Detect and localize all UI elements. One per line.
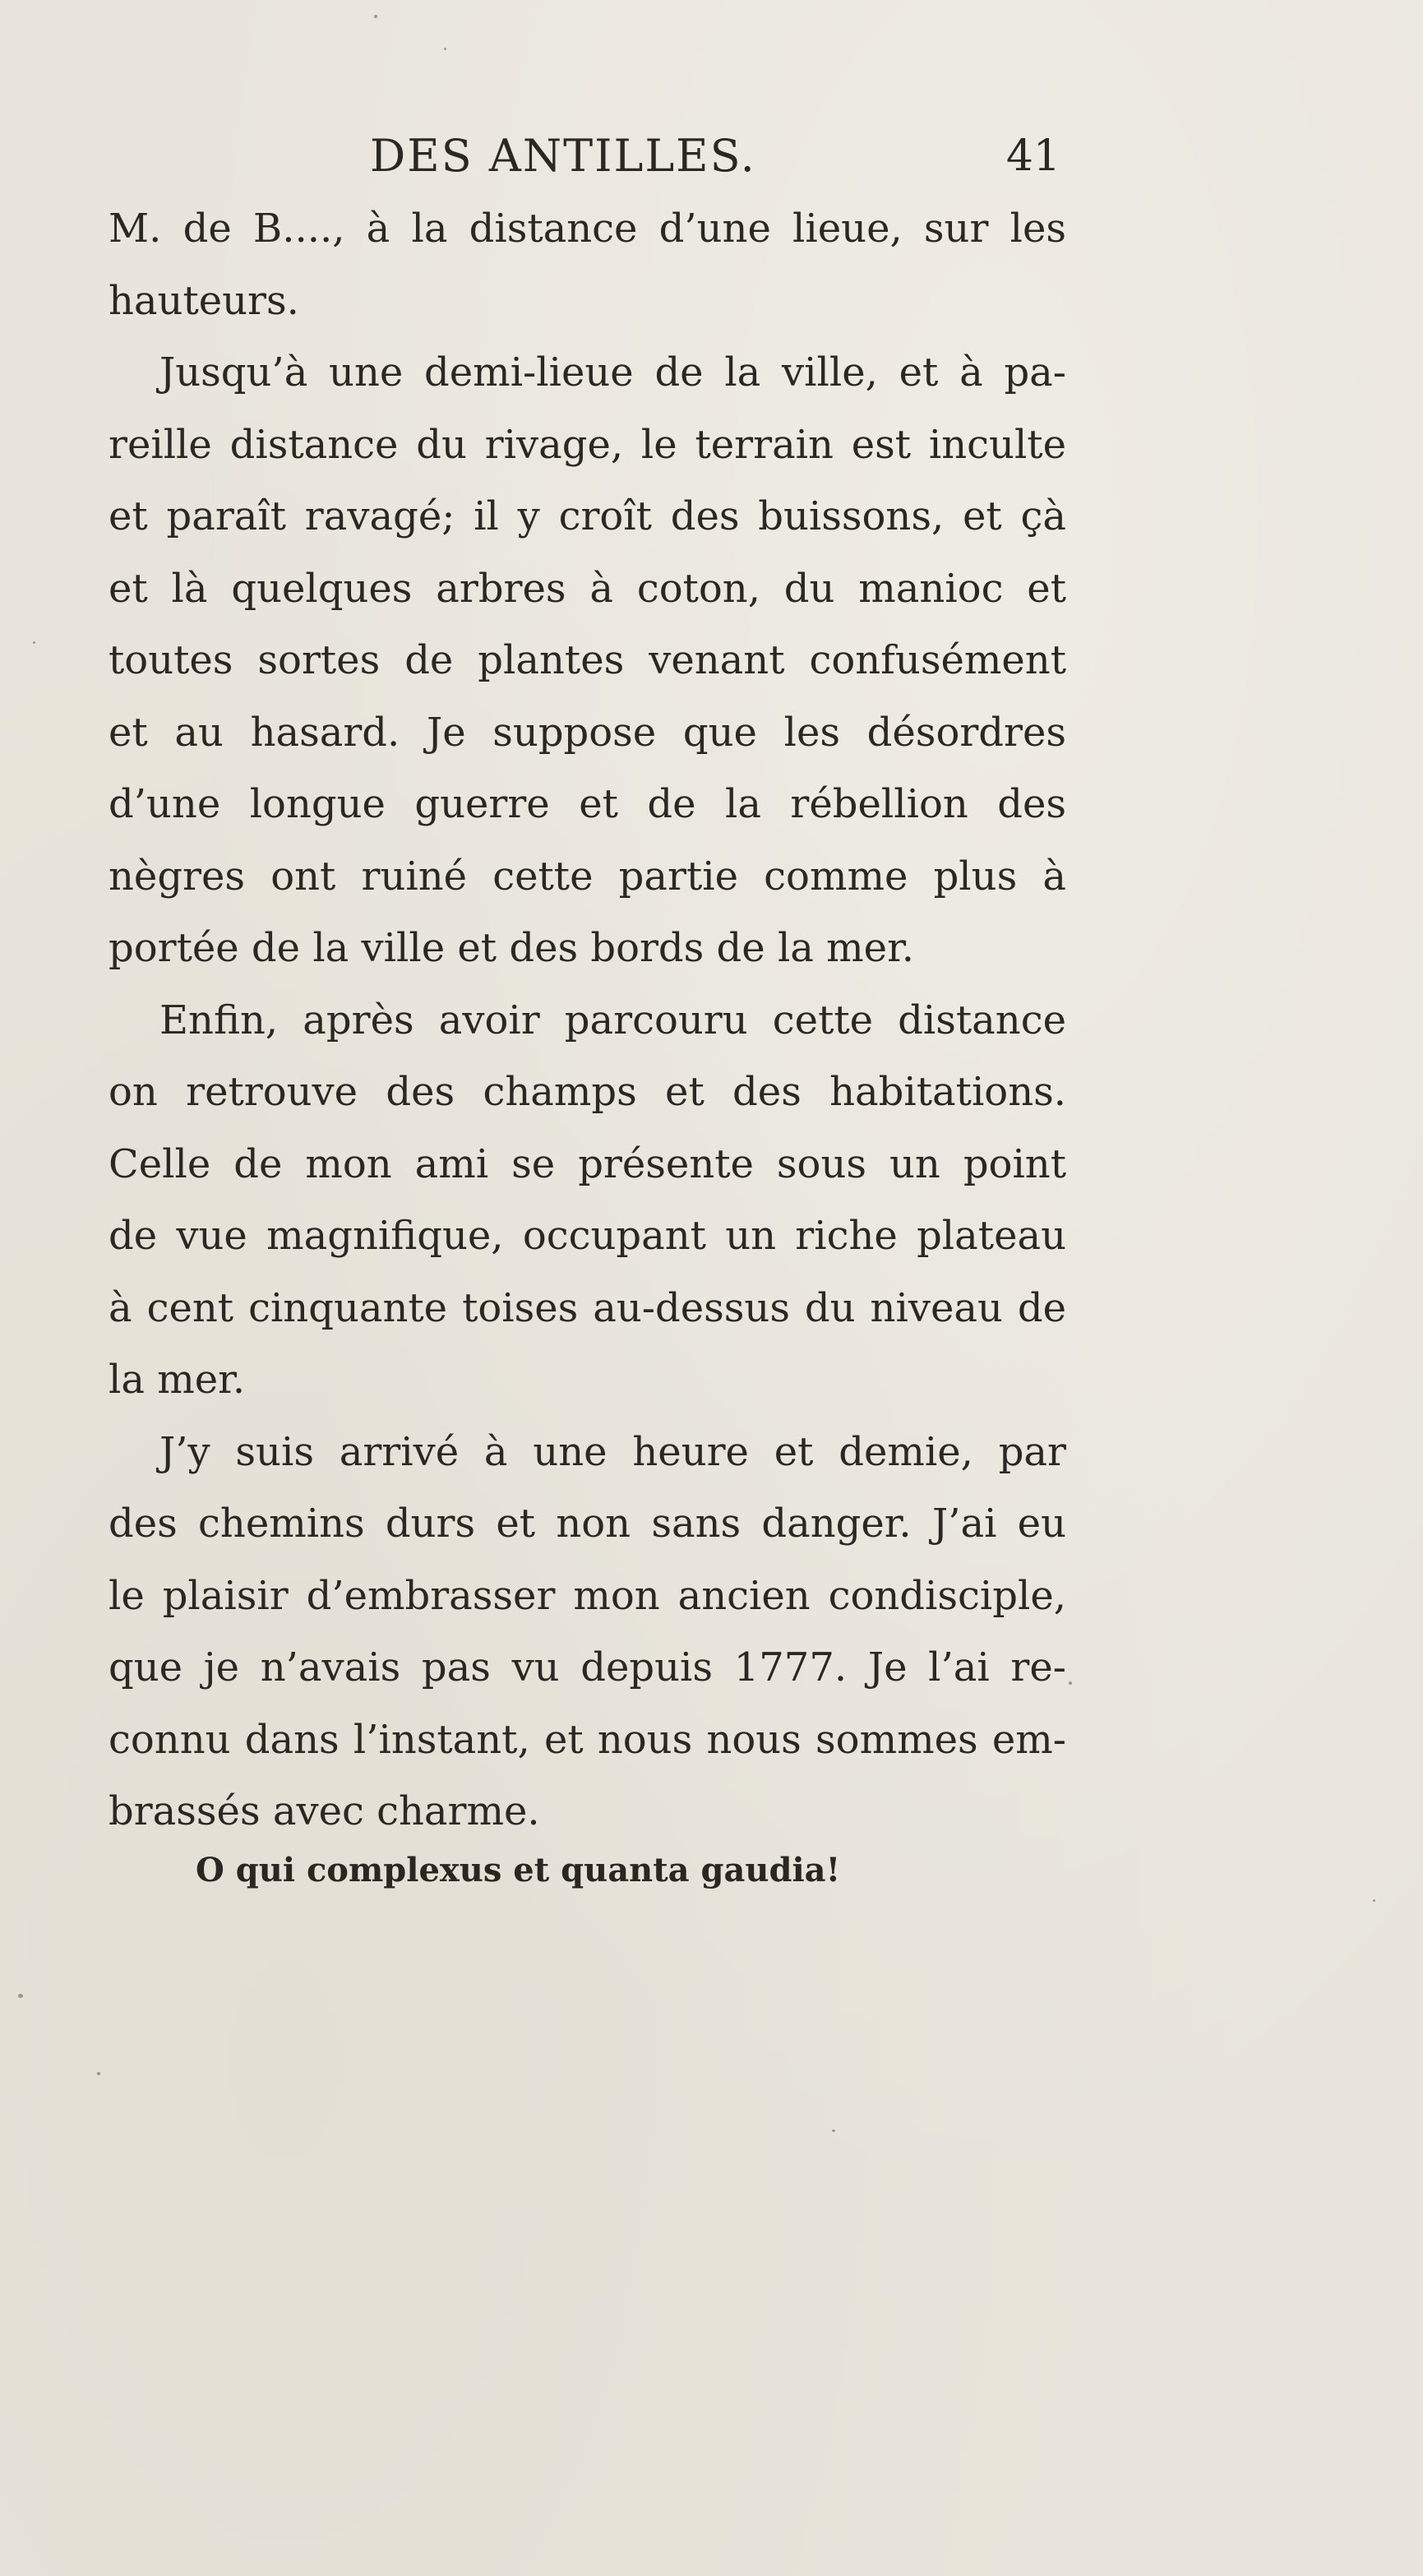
- text-line: d’une longue guerre et de la rébellion des: [109, 781, 1066, 827]
- text-line: M. de B...., à la distance d’une lieue, sur les: [109, 206, 1066, 252]
- text-line: portée de la ville et des bords de la mer.: [109, 925, 915, 971]
- text-line: la mer.: [109, 1357, 246, 1403]
- paper-speck: [374, 15, 377, 18]
- text-line: Jusqu’à une demi-lieue de la ville, et à pa-: [159, 349, 1066, 395]
- paper-speck: [444, 48, 446, 50]
- text-line: à cent cinquante toises au-dessus du niveau de: [109, 1284, 1066, 1331]
- text-line: que je n’avais pas vu depuis 1777. Je l’ai re-: [109, 1644, 1066, 1690]
- text-line: et paraît ravagé; il y croît des buissons, et çà: [109, 493, 1066, 539]
- text-line: et là quelques arbres à coton, du manioc et: [109, 565, 1066, 612]
- text-line: de vue magnifique, occupant un riche plateau: [109, 1213, 1066, 1259]
- text-line: J’y suis arrivé à une heure et demie, par: [159, 1428, 1066, 1475]
- text-line: le plaisir d’embrasser mon ancien condisciple,: [109, 1572, 1066, 1619]
- text-line: Enfin, après avoir parcouru cette distance: [159, 997, 1066, 1043]
- page-header: [107, 123, 1060, 189]
- text-line: nègres ont ruiné cette partie comme plus à: [109, 853, 1066, 900]
- text-line: connu dans l’instant, et nous nous sommes em-: [109, 1716, 1066, 1763]
- paper-speck: [832, 2130, 835, 2132]
- text-line: brassés avec charme.: [109, 1788, 540, 1834]
- text-line: on retrouve des champs et des habitations.: [109, 1069, 1066, 1115]
- paper-speck: [1373, 1899, 1375, 1902]
- page-number: 41: [1005, 132, 1060, 181]
- paper-speck: [33, 641, 35, 644]
- latin-quote: O qui complexus et quanta gaudia!: [196, 1851, 841, 1889]
- text-line: hauteurs.: [109, 277, 299, 324]
- paper-speck: [18, 1994, 23, 1998]
- paper-speck: [97, 2072, 100, 2075]
- text-line: et au hasard. Je suppose que les désordres: [109, 709, 1066, 756]
- text-line: toutes sortes de plantes venant confusément: [109, 637, 1066, 683]
- text-line: reille distance du rivage, le terrain est inculte: [109, 421, 1066, 468]
- paper-speck: [1069, 1681, 1072, 1685]
- body-text: [109, 193, 1066, 1848]
- text-line: des chemins durs et non sans danger. J’ai eu: [109, 1501, 1066, 1547]
- running-head: DES ANTILLES.: [370, 130, 756, 182]
- text-line: Celle de mon ami se présente sous un point: [109, 1140, 1066, 1187]
